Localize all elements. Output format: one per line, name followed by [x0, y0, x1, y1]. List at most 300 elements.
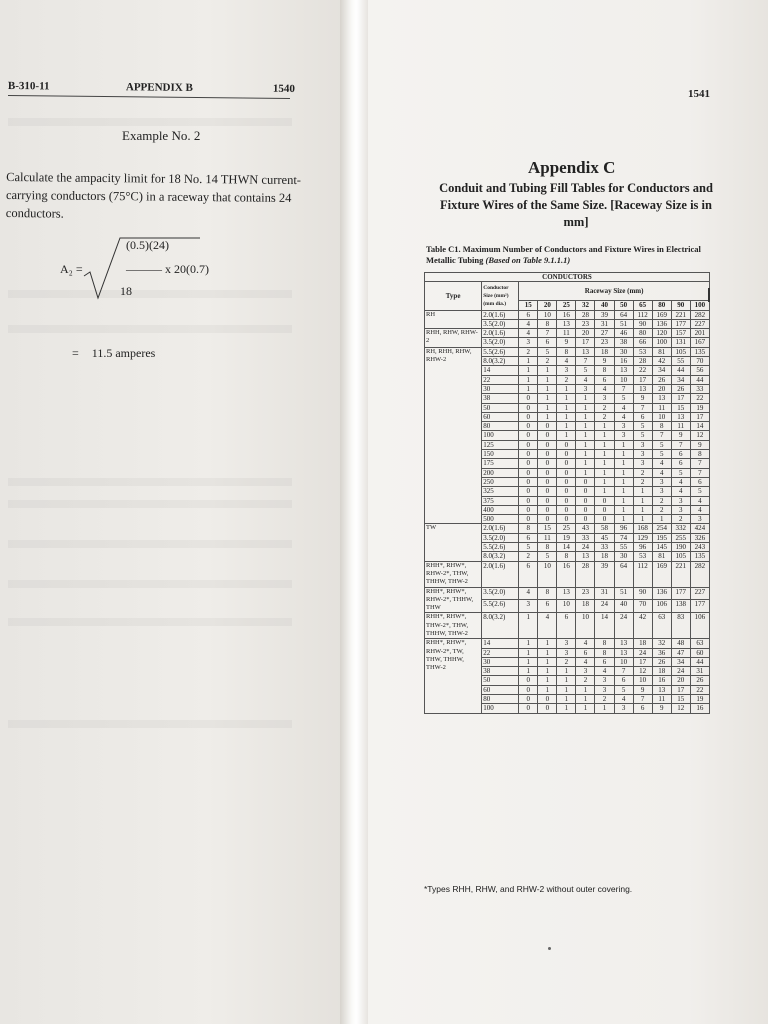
fill-count-cell: 64 [614, 561, 633, 587]
fill-count-cell: 0 [519, 695, 538, 704]
fill-count-cell: 254 [652, 524, 671, 533]
fill-count-cell: 0 [519, 477, 538, 486]
fill-count-cell: 169 [652, 310, 671, 319]
table-caption [426, 244, 708, 266]
fill-count-cell: 24 [576, 543, 595, 552]
fill-count-cell: 4 [519, 587, 538, 600]
fill-count-cell: 25 [557, 524, 576, 533]
fill-count-cell: 13 [633, 384, 652, 393]
raceway-size-header-cell: 20 [538, 301, 557, 310]
raceway-size-header-cell: 90 [671, 301, 690, 310]
fill-count-cell: 5 [671, 468, 690, 477]
fill-count-cell: 3 [576, 667, 595, 676]
conductor-size-cell: 14 [482, 366, 519, 375]
fill-count-cell: 169 [652, 561, 671, 587]
fill-count-cell: 243 [690, 543, 709, 552]
fill-count-cell: 3 [671, 496, 690, 505]
conductor-size-cell: 3.5(2.0) [482, 319, 519, 328]
fill-count-cell: 13 [614, 639, 633, 648]
fill-count-cell: 70 [690, 357, 709, 366]
fill-count-cell: 1 [557, 403, 576, 412]
table-body [425, 310, 710, 713]
fill-count-cell: 2 [595, 412, 614, 421]
raceway-size-header-cell: 25 [557, 301, 576, 310]
fill-count-cell: 1 [614, 487, 633, 496]
fill-count-cell: 51 [614, 319, 633, 328]
conductor-size-cell: 2.0(1.6) [482, 329, 519, 338]
fill-count-cell: 2 [557, 375, 576, 384]
conductor-size-cell: 22 [482, 375, 519, 384]
fill-count-cell: 129 [633, 533, 652, 542]
fill-count-cell: 4 [595, 667, 614, 676]
fill-count-cell: 47 [671, 648, 690, 657]
fill-count-cell: 3 [614, 704, 633, 713]
formula-denominator: 18 [120, 284, 132, 298]
fill-count-cell: 1 [538, 676, 557, 685]
ampacity-formula [60, 236, 210, 304]
fill-count-cell: 1 [576, 459, 595, 468]
fill-count-cell: 0 [576, 487, 595, 496]
conductor-size-cell: 5.5(2.6) [482, 600, 519, 613]
fill-count-cell: 1 [595, 477, 614, 486]
fill-count-cell: 1 [519, 648, 538, 657]
fill-count-cell: 23 [595, 338, 614, 347]
fill-count-cell: 0 [538, 505, 557, 514]
fill-count-cell: 1 [576, 394, 595, 403]
fill-count-cell: 100 [652, 338, 671, 347]
fill-count-cell: 8 [538, 587, 557, 600]
fill-count-cell: 201 [690, 329, 709, 338]
fill-count-cell: 0 [538, 477, 557, 486]
fill-count-cell: 0 [538, 695, 557, 704]
fill-count-cell: 0 [595, 505, 614, 514]
fill-count-cell: 6 [633, 412, 652, 421]
fill-count-cell: 0 [557, 496, 576, 505]
fill-count-cell: 44 [690, 375, 709, 384]
bleed-through [8, 720, 292, 728]
conductor-size-cell: 8.0(3.2) [482, 552, 519, 561]
conductor-size-cell: 14 [482, 639, 519, 648]
fill-count-cell: 0 [538, 487, 557, 496]
conductor-size-cell: 200 [482, 468, 519, 477]
fill-count-cell: 3 [595, 685, 614, 694]
fill-count-cell: 51 [614, 587, 633, 600]
table-row [425, 639, 710, 648]
conductor-type-cell: RHH*, RHW*, RHW-2*, THHW, THW [425, 587, 482, 613]
fill-count-cell: 4 [690, 496, 709, 505]
fill-count-cell: 7 [538, 329, 557, 338]
fill-count-cell: 0 [519, 468, 538, 477]
fill-count-cell: 332 [671, 524, 690, 533]
fill-count-cell: 0 [519, 515, 538, 524]
fill-count-cell: 0 [576, 505, 595, 514]
fill-count-cell: 31 [595, 587, 614, 600]
fill-count-cell: 0 [519, 440, 538, 449]
fill-count-cell: 5 [690, 487, 709, 496]
fill-count-cell: 32 [652, 639, 671, 648]
raceway-size-header: Raceway Size (mm) [519, 282, 710, 301]
fill-count-cell: 5 [538, 347, 557, 356]
fill-count-cell: 0 [595, 496, 614, 505]
fill-count-cell: 1 [576, 412, 595, 421]
fill-count-cell: 3 [595, 394, 614, 403]
fill-count-cell: 1 [538, 648, 557, 657]
fill-count-cell: 1 [595, 431, 614, 440]
fill-count-cell: 20 [671, 676, 690, 685]
conductor-size-cell: 325 [482, 487, 519, 496]
fill-count-cell: 1 [538, 667, 557, 676]
fill-count-cell: 1 [576, 422, 595, 431]
table-caption-note: (Based on Table 9.1.1.1) [485, 255, 571, 265]
table-row [425, 587, 710, 600]
fill-count-cell: 9 [671, 431, 690, 440]
fill-count-cell: 106 [652, 600, 671, 613]
fill-count-cell: 14 [595, 613, 614, 639]
fill-count-cell: 26 [690, 676, 709, 685]
fill-count-cell: 5 [652, 450, 671, 459]
appendix-title: Appendix C [528, 158, 616, 177]
fill-count-cell: 1 [614, 450, 633, 459]
fill-count-cell: 1 [557, 676, 576, 685]
fill-count-cell: 168 [633, 524, 652, 533]
fill-count-cell: 4 [576, 639, 595, 648]
fill-count-cell: 38 [614, 338, 633, 347]
fill-count-cell: 1 [557, 431, 576, 440]
fill-count-cell: 2 [557, 657, 576, 666]
bleed-through [8, 325, 292, 333]
fill-count-cell: 136 [652, 319, 671, 328]
fill-count-cell: 17 [671, 685, 690, 694]
conductor-size-cell: 5.5(2.6) [482, 543, 519, 552]
fill-count-cell: 19 [690, 403, 709, 412]
fill-count-cell: 3 [690, 515, 709, 524]
fill-count-cell: 1 [576, 695, 595, 704]
fill-count-cell: 1 [576, 704, 595, 713]
fill-count-cell: 18 [652, 667, 671, 676]
fill-count-cell: 1 [519, 639, 538, 648]
fill-count-cell: 1 [557, 422, 576, 431]
fill-count-cell: 0 [557, 515, 576, 524]
fill-count-cell: 28 [576, 310, 595, 319]
conductor-type-cell: RH [425, 310, 482, 329]
fill-count-cell: 2 [652, 505, 671, 514]
result-value: 11.5 amperes [91, 346, 156, 360]
fill-count-cell: 255 [671, 533, 690, 542]
fill-count-cell: 1 [633, 496, 652, 505]
fill-count-cell: 28 [576, 561, 595, 587]
fill-count-cell: 20 [652, 384, 671, 393]
fill-count-cell: 5 [614, 394, 633, 403]
conductor-size-cell: 80 [482, 695, 519, 704]
fill-count-cell: 0 [557, 459, 576, 468]
fill-count-cell: 22 [633, 366, 652, 375]
fill-count-cell: 1 [652, 515, 671, 524]
fill-count-cell: 0 [557, 450, 576, 459]
fill-count-cell: 1 [557, 394, 576, 403]
fill-count-cell: 42 [633, 613, 652, 639]
fill-count-cell: 19 [690, 695, 709, 704]
fill-count-cell: 2 [576, 676, 595, 685]
fill-count-cell: 11 [671, 422, 690, 431]
fill-count-cell: 34 [652, 366, 671, 375]
fill-count-cell: 282 [690, 310, 709, 319]
fill-count-cell: 13 [652, 685, 671, 694]
conductor-type-cell: RHH*, RHW*, RHW-2*, THW, THHW, THW-2 [425, 561, 482, 587]
fill-count-cell: 1 [557, 685, 576, 694]
fill-count-cell: 9 [557, 338, 576, 347]
fill-count-cell: 8 [595, 648, 614, 657]
fill-count-cell: 23 [576, 587, 595, 600]
fill-count-cell: 23 [576, 319, 595, 328]
raceway-size-header-cell: 50 [614, 301, 633, 310]
fill-count-cell: 112 [633, 561, 652, 587]
fill-count-cell: 15 [671, 403, 690, 412]
fill-count-cell: 2 [671, 515, 690, 524]
fill-count-cell: 13 [557, 319, 576, 328]
fill-count-cell: 0 [557, 487, 576, 496]
fill-count-cell: 0 [538, 468, 557, 477]
fill-count-cell: 1 [519, 384, 538, 393]
fill-count-cell: 17 [690, 412, 709, 421]
fill-count-cell: 0 [519, 459, 538, 468]
fill-count-cell: 5 [519, 543, 538, 552]
fill-count-cell: 1 [614, 496, 633, 505]
left-page [0, 0, 346, 1024]
fill-count-cell: 39 [595, 310, 614, 319]
fill-count-cell: 22 [690, 394, 709, 403]
fill-count-cell: 1 [557, 667, 576, 676]
raceway-size-header-cell: 40 [595, 301, 614, 310]
fill-count-cell: 63 [652, 613, 671, 639]
fill-count-cell: 135 [690, 552, 709, 561]
fill-count-cell: 60 [690, 648, 709, 657]
fill-count-cell: 14 [557, 543, 576, 552]
fill-count-cell: 0 [519, 685, 538, 694]
table-footnote: *Types RHH, RHW, and RHW-2 without outer covering. [424, 884, 633, 894]
fill-count-cell: 6 [633, 704, 652, 713]
fill-count-cell: 0 [538, 496, 557, 505]
fill-count-cell: 6 [538, 338, 557, 347]
fill-count-cell: 39 [595, 561, 614, 587]
fill-count-cell: 3 [557, 648, 576, 657]
left-page-number: 1540 [272, 82, 295, 96]
fill-count-cell: 8 [557, 552, 576, 561]
fill-count-cell: 0 [519, 422, 538, 431]
raceway-size-header-cell: 100 [690, 301, 709, 310]
fill-count-cell: 11 [538, 533, 557, 542]
fill-count-cell: 0 [557, 468, 576, 477]
fill-count-cell: 16 [652, 676, 671, 685]
fill-count-cell: 13 [652, 394, 671, 403]
fill-count-cell: 18 [633, 639, 652, 648]
fill-count-cell: 1 [595, 440, 614, 449]
fill-count-cell: 5 [633, 422, 652, 431]
fill-count-cell: 1 [576, 431, 595, 440]
fill-count-cell: 1 [538, 384, 557, 393]
fill-count-cell: 8 [690, 450, 709, 459]
bleed-through [8, 618, 292, 626]
fill-count-cell: 227 [690, 587, 709, 600]
fill-count-cell: 145 [652, 543, 671, 552]
fill-count-cell: 56 [690, 366, 709, 375]
fill-count-cell: 11 [557, 329, 576, 338]
fill-count-cell: 2 [633, 468, 652, 477]
fill-count-cell: 74 [614, 533, 633, 542]
fill-count-cell: 2 [519, 347, 538, 356]
fill-count-cell: 6 [614, 676, 633, 685]
conductor-size-cell: 250 [482, 477, 519, 486]
fill-count-cell: 80 [633, 329, 652, 338]
fill-count-cell: 106 [690, 613, 709, 639]
fill-count-cell: 131 [671, 338, 690, 347]
bleed-through [8, 478, 292, 486]
fill-count-cell: 3 [614, 431, 633, 440]
fill-count-cell: 96 [614, 524, 633, 533]
fill-count-cell: 10 [652, 412, 671, 421]
fill-count-cell: 1 [595, 459, 614, 468]
fill-count-cell: 30 [614, 347, 633, 356]
fill-count-cell: 1 [576, 440, 595, 449]
header-title: APPENDIX B [125, 81, 193, 94]
table-row [425, 310, 710, 319]
fill-count-cell: 1 [614, 477, 633, 486]
fill-count-cell: 1 [614, 459, 633, 468]
fill-count-cell: 13 [671, 412, 690, 421]
fill-count-cell: 10 [538, 310, 557, 319]
conductor-size-cell: 2.0(1.6) [482, 561, 519, 587]
fill-count-cell: 17 [576, 338, 595, 347]
fill-count-cell: 1 [538, 639, 557, 648]
bleed-through [8, 580, 292, 588]
fill-count-cell: 9 [633, 394, 652, 403]
conductor-size-cell: 50 [482, 676, 519, 685]
bleed-through [8, 118, 292, 126]
fill-count-cell: 33 [595, 543, 614, 552]
fill-count-cell: 7 [690, 459, 709, 468]
fill-count-cell: 2 [633, 477, 652, 486]
fill-count-cell: 0 [519, 431, 538, 440]
conductor-size-cell: 8.0(3.2) [482, 613, 519, 639]
fill-count-cell: 282 [690, 561, 709, 587]
fill-count-cell: 9 [652, 704, 671, 713]
fill-count-cell: 3 [557, 639, 576, 648]
fill-count-cell: 7 [614, 384, 633, 393]
fill-count-cell: 44 [671, 366, 690, 375]
fill-count-cell: 0 [576, 496, 595, 505]
fill-count-cell: 0 [538, 422, 557, 431]
fill-count-cell: 1 [519, 375, 538, 384]
fill-count-cell: 4 [614, 695, 633, 704]
fill-count-cell: 3 [595, 676, 614, 685]
fill-count-cell: 0 [576, 515, 595, 524]
fill-count-cell: 28 [633, 357, 652, 366]
fill-count-cell: 24 [671, 667, 690, 676]
fill-count-cell: 0 [557, 477, 576, 486]
fill-count-cell: 7 [690, 468, 709, 477]
fill-count-cell: 63 [690, 639, 709, 648]
conduit-fill-table [424, 272, 710, 714]
fill-count-cell: 4 [519, 329, 538, 338]
fill-count-cell: 1 [576, 685, 595, 694]
fill-count-cell: 1 [519, 657, 538, 666]
fill-count-cell: 5 [538, 552, 557, 561]
fill-count-cell: 2 [595, 695, 614, 704]
fill-count-cell: 1 [614, 468, 633, 477]
fill-count-cell: 0 [519, 487, 538, 496]
fill-count-cell: 9 [690, 440, 709, 449]
conductor-size-cell: 400 [482, 505, 519, 514]
fill-count-cell: 1 [538, 685, 557, 694]
conductor-size-cell: 30 [482, 384, 519, 393]
conductor-size-cell: 8.0(3.2) [482, 357, 519, 366]
raceway-size-header-cell: 65 [633, 301, 652, 310]
fill-count-cell: 105 [671, 347, 690, 356]
fill-count-cell: 10 [614, 657, 633, 666]
example-body: Calculate the ampacity limit for 18 No. 14 THWN current-carrying conductors (75°C) in a raceway that contains 24 conductors. [5, 170, 302, 221]
fill-count-cell: 9 [595, 357, 614, 366]
fill-count-cell: 12 [671, 704, 690, 713]
fill-count-cell: 48 [671, 639, 690, 648]
fill-count-cell: 11 [652, 695, 671, 704]
fill-count-cell: 4 [519, 319, 538, 328]
fill-count-cell: 6 [595, 657, 614, 666]
conductor-size-cell: 2.0(1.6) [482, 524, 519, 533]
fill-count-cell: 177 [671, 319, 690, 328]
fill-count-cell: 15 [538, 524, 557, 533]
raceway-size-header-cell: 80 [652, 301, 671, 310]
raceway-size-header-cell: 15 [519, 301, 538, 310]
conductor-size-cell: 3.5(2.0) [482, 338, 519, 347]
bleed-through [8, 540, 292, 548]
fill-count-cell: 31 [595, 319, 614, 328]
right-page-number: 1541 [688, 88, 710, 100]
fill-count-cell: 26 [652, 375, 671, 384]
fill-count-cell: 0 [519, 676, 538, 685]
fill-count-cell: 1 [538, 375, 557, 384]
fill-count-cell: 6 [671, 450, 690, 459]
fill-count-cell: 3 [557, 366, 576, 375]
raceway-size-header-cell: 32 [576, 301, 595, 310]
fill-count-cell: 16 [557, 561, 576, 587]
conductor-size-cell: 30 [482, 657, 519, 666]
fill-count-cell: 20 [576, 329, 595, 338]
fill-count-cell: 6 [595, 375, 614, 384]
fill-count-cell: 81 [652, 347, 671, 356]
fill-count-cell: 0 [557, 505, 576, 514]
page-speck [548, 947, 551, 950]
fill-count-cell: 4 [538, 613, 557, 639]
fill-count-cell: 221 [671, 561, 690, 587]
fill-count-cell: 10 [576, 613, 595, 639]
fill-count-cell: 1 [538, 394, 557, 403]
fill-count-cell: 96 [633, 543, 652, 552]
fill-count-cell: 16 [557, 310, 576, 319]
fill-count-cell: 5 [633, 431, 652, 440]
fill-count-cell: 1 [633, 505, 652, 514]
fill-count-cell: 8 [519, 524, 538, 533]
fill-count-cell: 22 [690, 685, 709, 694]
fill-count-cell: 16 [614, 357, 633, 366]
fill-count-cell: 0 [538, 440, 557, 449]
fill-count-cell: 1 [557, 695, 576, 704]
fill-count-cell: 0 [519, 505, 538, 514]
fill-count-cell: 177 [690, 600, 709, 613]
fill-count-cell: 12 [633, 667, 652, 676]
fill-count-cell: 227 [690, 319, 709, 328]
conductor-size-cell: 80 [482, 422, 519, 431]
fill-count-cell: 13 [614, 648, 633, 657]
fill-count-cell: 10 [557, 600, 576, 613]
